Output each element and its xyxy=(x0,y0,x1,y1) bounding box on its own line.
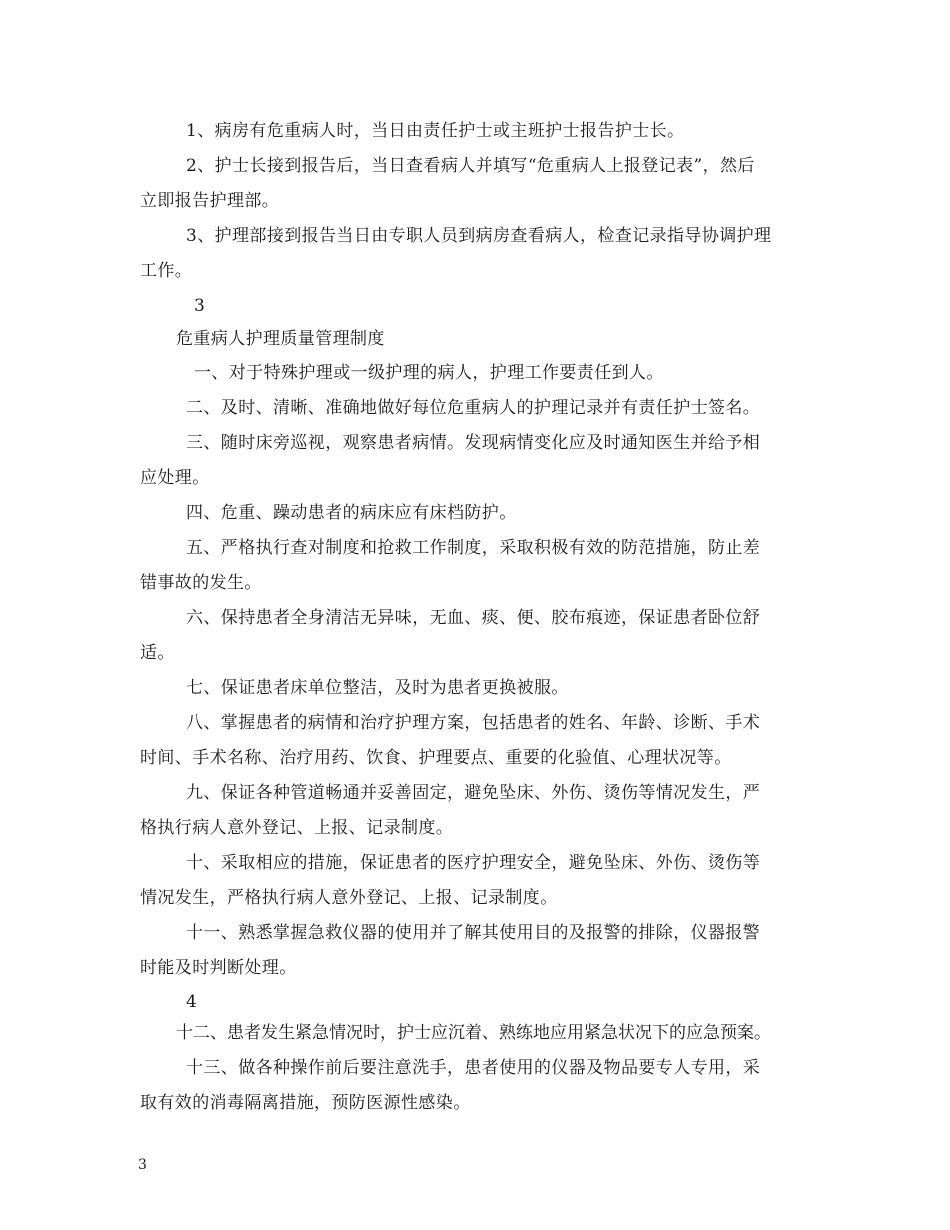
rule-8-line-2: 时间、手术名称、治疗用药、饮食、护理要点、重要的化验值、心理状况等。 xyxy=(140,748,732,768)
rule-6-line-1: 六、保持患者全身清洁无异味，无血、痰、便、胶布痕迹，保证患者卧位舒 xyxy=(186,608,761,628)
paragraph-2-line-2: 立即报告护理部。 xyxy=(140,191,280,211)
rule-6-line-2: 适。 xyxy=(140,643,175,663)
section-number-4: 4 xyxy=(186,992,198,1012)
paragraph-3-line-1: 3、护理部接到报告当日由专职人员到病房查看病人，检查记录指导协调护理 xyxy=(186,226,772,246)
rule-11-line-1: 十一、熟悉掌握急救仪器的使用并了解其使用目的及报警的排除，仪器报警 xyxy=(186,923,761,943)
rule-4: 四、危重、躁动患者的病床应有床档防护。 xyxy=(186,503,517,523)
rule-9-line-2: 格执行病人意外登记、上报、记录制度。 xyxy=(140,818,454,838)
page-number: 3 xyxy=(138,1157,147,1173)
rule-10-line-1: 十、采取相应的措施，保证患者的医疗护理安全，避免坠床、外伤、烫伤等 xyxy=(186,853,761,873)
rule-7: 七、保证患者床单位整洁，及时为患者更换被服。 xyxy=(186,678,569,698)
rule-13-line-1: 十三、做各种操作前后要注意洗手，患者使用的仪器及物品要专人专用，采 xyxy=(186,1058,761,1078)
rule-9-line-1: 九、保证各种管道畅通并妥善固定，避免坠床、外伤、烫伤等情况发生，严 xyxy=(186,783,761,803)
paragraph-1-line-1: 1、病房有危重病人时，当日由责任护士或主班护士报告护士长。 xyxy=(186,121,685,141)
rule-13-line-2: 取有效的消毒隔离措施，预防医源性感染。 xyxy=(140,1093,471,1113)
paragraph-2-line-1: 2、护士长接到报告后，当日查看病人并填写“危重病人上报登记表”，然后 xyxy=(186,156,755,176)
section-number-3: 3 xyxy=(194,296,206,316)
rule-8-line-1: 八、掌握患者的病情和治疗护理方案，包括患者的姓名、年龄、诊断、手术 xyxy=(186,713,761,733)
rule-11-line-2: 时能及时判断处理。 xyxy=(140,958,297,978)
rule-1: 一、对于特殊护理或一级护理的病人，护理工作要责任到人。 xyxy=(194,363,664,383)
rule-5-line-1: 五、严格执行查对制度和抢救工作制度，采取积极有效的防范措施，防止差 xyxy=(186,538,761,558)
rule-12: 十二、患者发生紧急情况时，护士应沉着、熟练地应用紧急状况下的应急预案。 xyxy=(176,1023,771,1043)
rule-3-line-1: 三、随时床旁巡视，观察患者病情。发现病情变化应及时通知医生并给予相 xyxy=(186,433,761,453)
paragraph-3-line-2: 工作。 xyxy=(140,261,193,281)
rule-5-line-2: 错事故的发生。 xyxy=(140,573,262,593)
rule-3-line-2: 应处理。 xyxy=(140,468,210,488)
rule-2: 二、及时、清晰、准确地做好每位危重病人的护理记录并有责任护士签名。 xyxy=(186,398,761,418)
section-title: 危重病人护理质量管理制度 xyxy=(176,329,385,349)
rule-10-line-2: 情况发生，严格执行病人意外登记、上报、记录制度。 xyxy=(140,888,558,908)
